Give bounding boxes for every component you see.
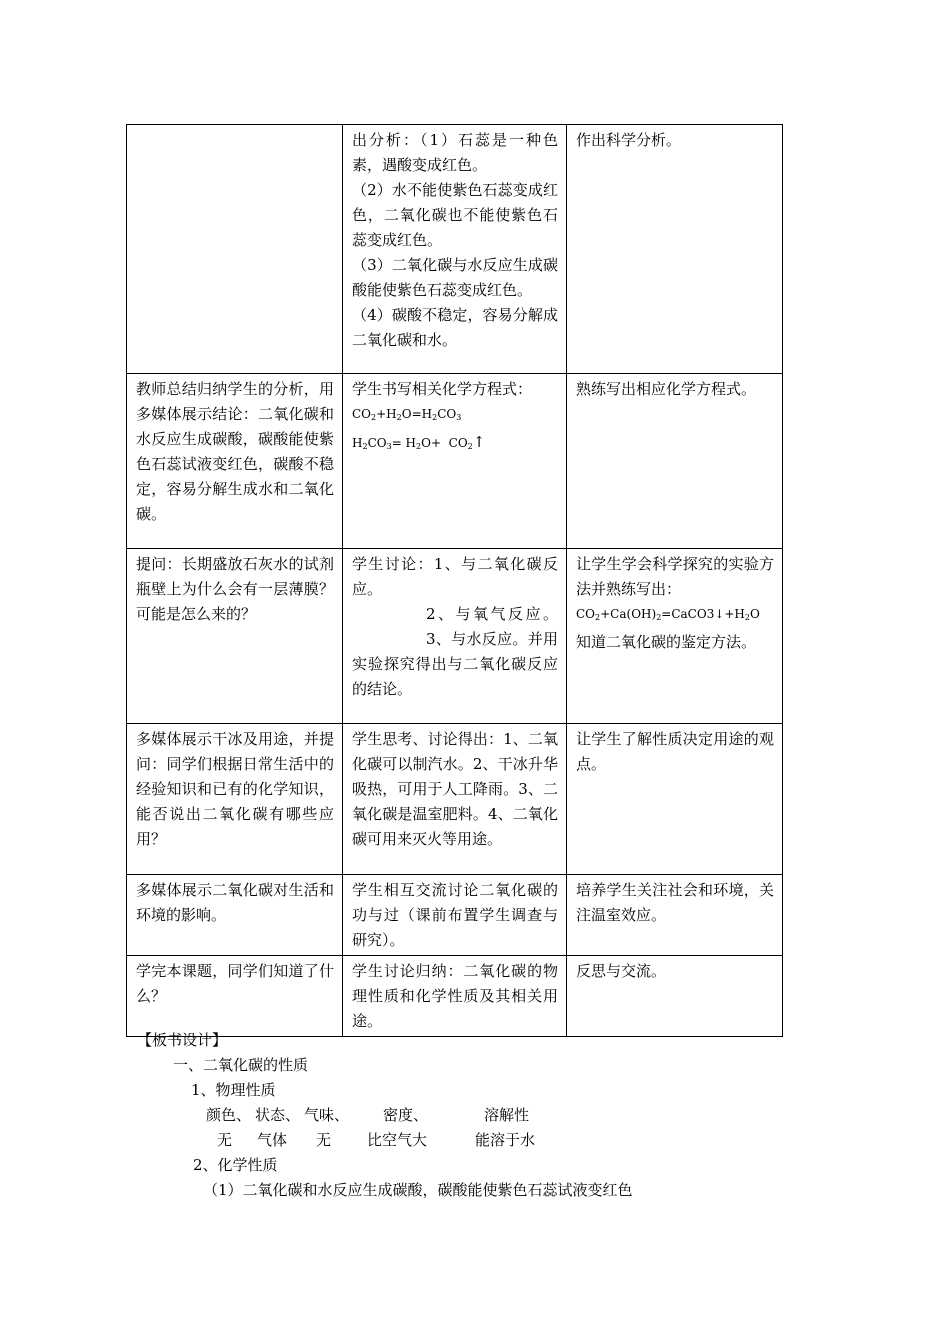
cell-paragraph: 2、与氧气反应。 [426, 605, 558, 623]
chemical-equation: $H_2CO_3= H_2O+$ $CO_2↑$ [352, 433, 486, 451]
property-value: 能溶于水 [475, 1131, 536, 1149]
student-activity-cell [343, 549, 567, 724]
lesson-plan-table [126, 124, 783, 1037]
chemical-equation: $CO_2+H_2O=H_2CO_3$ [352, 407, 462, 422]
property-value: 比空气大 [367, 1131, 428, 1149]
cell-paragraph: 知道二氧化碳的鉴定方法。 [576, 633, 757, 651]
design-purpose-cell [567, 374, 783, 549]
teacher-activity-cell: 教师总结归纳学生的分析，用多媒体展示结论：二氧化碳和水反应生成碳酸，碳酸能使紫色石蕊试液变红色，碳酸不稳定，容易分解生成水和二氧化碳。 [127, 374, 343, 549]
subsection-title: 1、物理性质 [191, 1081, 276, 1099]
table-row [127, 956, 783, 1037]
property-label: 密度、 [383, 1106, 429, 1124]
cell-paragraph: 学生相互交流讨论二氧化碳的功与过（课前布置学生调查与研究）。 [352, 881, 558, 949]
subsection-title: 2、化学性质 [193, 1156, 278, 1174]
design-purpose-cell [567, 956, 783, 1037]
cell-paragraph: 让学生了解性质决定用途的观点。 [576, 730, 774, 773]
cell-paragraph: 学生书写相关化学方程式： [352, 380, 533, 398]
teacher-activity-cell [127, 125, 343, 374]
property-label: 状态、 [255, 1106, 301, 1124]
design-purpose-cell [567, 125, 783, 374]
cell-paragraph: （3）二氧化碳与水反应生成碳酸能使紫色石蕊变成红色。 [352, 256, 558, 299]
board-heading: 【板书设计】 [137, 1031, 228, 1049]
design-purpose-cell [567, 724, 783, 875]
student-activity-cell [343, 374, 567, 549]
student-activity-cell [343, 724, 567, 875]
cell-paragraph: 出分析：（1）石蕊是一种色素，遇酸变成红色。 [352, 131, 558, 174]
table-row [127, 549, 783, 724]
table-row [127, 374, 783, 549]
student-activity-cell [343, 956, 567, 1037]
cell-paragraph: 培养学生关注社会和环境，关注温室效应。 [576, 881, 774, 924]
cell-paragraph: 让学生学会科学探究的实验方法并熟练写出： [576, 555, 774, 598]
property-label: 颜色、 [206, 1106, 252, 1124]
cell-paragraph: 作出科学分析。 [576, 131, 682, 149]
teacher-activity-cell: 多媒体展示二氧化碳对生活和环境的影响。 [127, 875, 343, 956]
student-activity-cell [343, 125, 567, 374]
teacher-activity-cell: 多媒体展示干冰及用途，并提问：同学们根据日常生活中的经验知识和已有的化学知识，能否说出二氧化碳有哪些应用？ [127, 724, 343, 875]
property-value: 无 [217, 1131, 233, 1149]
table-row [127, 875, 783, 956]
teacher-activity-cell: 学完本课题，同学们知道了什么？ [127, 956, 343, 1037]
cell-paragraph: 学生讨论：1、与二氧化碳反应。 [352, 555, 558, 598]
cell-paragraph: 学生思考、讨论得出：1、二氧化碳可以制汽水。2、干冰升华吸热，可用于人工降雨。3、二氧化碳是温室肥料。4、二氧化碳可用来灭火等用途。 [352, 730, 558, 848]
student-activity-cell [343, 875, 567, 956]
design-purpose-cell [567, 875, 783, 956]
property-label: 气味、 [304, 1106, 350, 1124]
property-label: 溶解性 [484, 1106, 530, 1124]
cell-paragraph: 学生讨论归纳：二氧化碳的物理性质和化学性质及其相关用途。 [352, 962, 558, 1030]
cell-paragraph: 反思与交流。 [576, 962, 667, 980]
cell-paragraph: （2）水不能使紫色石蕊变成红色，二氧化碳也不能使紫色石蕊变成红色。 [352, 181, 558, 249]
cell-paragraph: 3、与水反应。并用实验探究得出与二氧化碳反应的结论。 [352, 630, 558, 698]
property-value: 无 [316, 1131, 332, 1149]
table-row [127, 125, 783, 374]
table-row [127, 724, 783, 875]
section-title: 一、二氧化碳的性质 [173, 1056, 309, 1074]
property-value: 气体 [257, 1131, 288, 1149]
teacher-activity-cell: 提问：长期盛放石灰水的试剂瓶壁上为什么会有一层薄膜？可能是怎么来的？ [127, 549, 343, 724]
cell-paragraph: （4）碳酸不稳定，容易分解成二氧化碳和水。 [352, 306, 558, 349]
cell-paragraph: 熟练写出相应化学方程式。 [576, 380, 757, 398]
chemical-equation: $CO_2+Ca(OH)_2=CaCO3↓+H_2O$ [576, 607, 760, 622]
design-purpose-cell [567, 549, 783, 724]
chemical-property-item: （1）二氧化碳和水反应生成碳酸，碳酸能使紫色石蕊试液变红色 [203, 1181, 633, 1199]
